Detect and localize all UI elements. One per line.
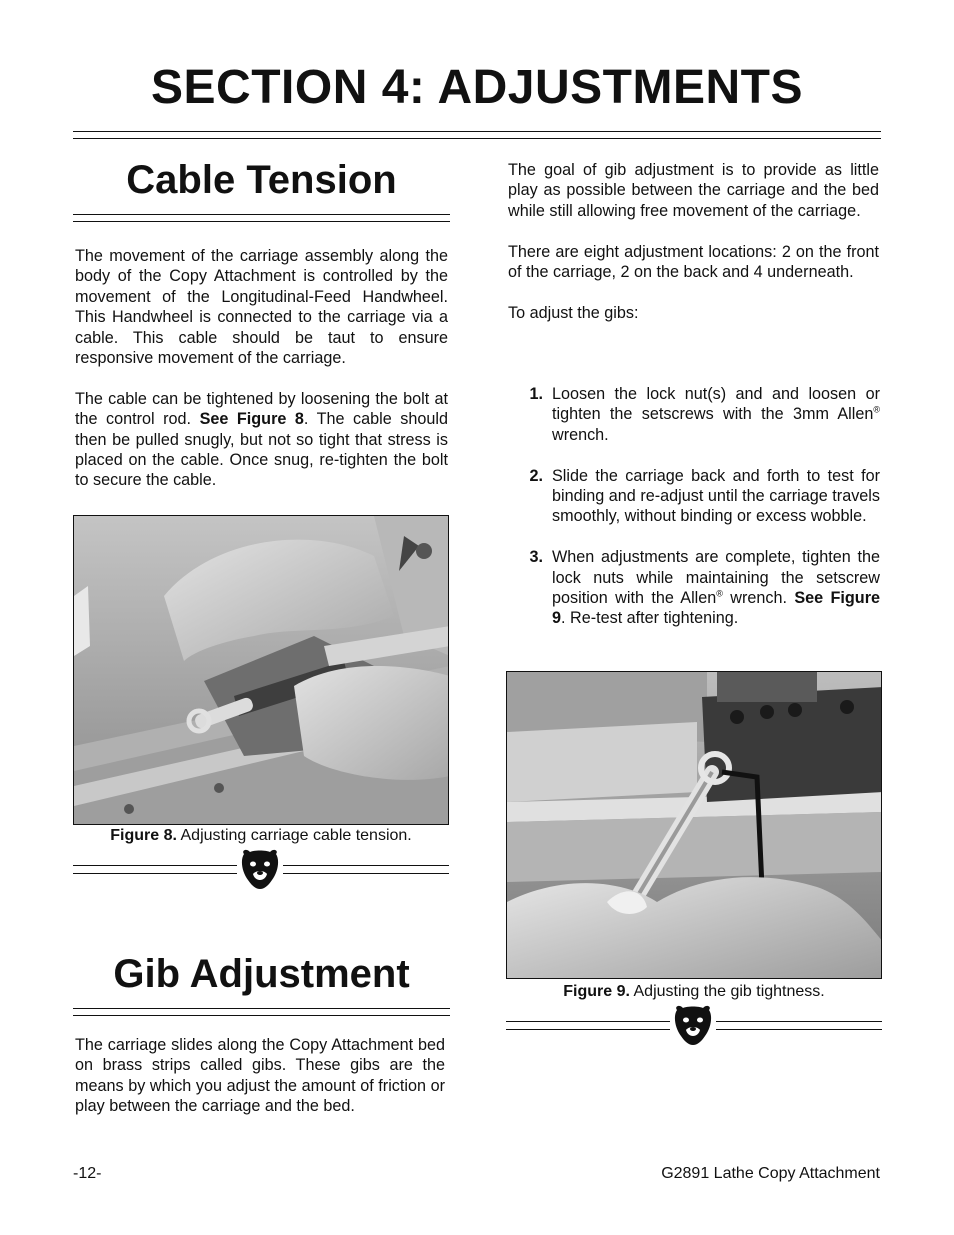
divider-2-rule-right	[716, 1021, 882, 1030]
step-3	[508, 547, 880, 629]
cable-paragraph-1: The movement of the carriage assembly along the body of the Copy Attachment is controlled by the movement of the Longitudinal-Feed Handwheel. This Handwheel is connected to the carriage via a cable. This cable should be taut to ensure responsive movement of the carriage.	[75, 247, 448, 368]
section-title: SECTION 4: ADJUSTMENTS	[151, 61, 803, 114]
figure-9-caption-text: Adjusting the gib tightness.	[629, 983, 825, 1000]
figure-8-caption	[73, 826, 449, 846]
cable-tension-text	[75, 246, 448, 491]
cable-p2-text-a: The cable can be tightened by loosening the bolt at the control rod.	[75, 389, 448, 429]
divider-rule-right	[283, 865, 449, 874]
gib-adjustment-heading: Gib Adjustment	[113, 952, 410, 996]
bear-logo-icon	[238, 848, 282, 890]
page-number: -12-	[73, 1165, 102, 1182]
gib-heading-rule-top	[73, 1008, 450, 1009]
figure-8-caption-text: Adjusting carriage cable tension.	[176, 827, 412, 844]
gib-intro-text	[75, 1035, 445, 1117]
gib-heading-rule-bottom	[73, 1015, 450, 1016]
divider-2-rule-left	[506, 1021, 670, 1030]
gib-continued-text	[508, 160, 879, 323]
step-1-text	[552, 384, 880, 445]
step-3-registered-mark: ®	[716, 588, 723, 599]
step-1-number: 1.	[529, 385, 543, 403]
divider-rule-left	[73, 865, 237, 874]
cable-heading-rule-bottom	[73, 221, 450, 222]
gib-paragraph-4: To adjust the gibs:	[508, 303, 639, 322]
figure-9-label: Figure 9.	[563, 983, 630, 1000]
step-1	[508, 384, 880, 445]
cable-heading-rule-top	[73, 214, 450, 215]
gib-paragraph-2: The goal of gib adjustment is to provide as little play as possible between the carriage and the bed while still allowing free movement of the carriage.	[508, 161, 879, 220]
gib-paragraph-3: There are eight adjustment locations: 2 on the front of the carriage, 2 on the back and 4 underneath.	[508, 242, 879, 282]
step-3-text-a: When adjustments are complete, tighten the lock nuts while maintaining the setscrew position with the Allen	[552, 548, 880, 608]
figure-9-photo	[506, 671, 882, 979]
step-3-text-b: wrench.	[722, 589, 795, 608]
step-3-text	[552, 547, 880, 629]
figure-9-reference: See Figure 9	[552, 589, 880, 628]
cable-p2-text-b: . The cable should then be pulled snugly, but not so tight that stress is placed on the cable. Once snug, re-tighten the bolt to secure the cable.	[75, 410, 448, 490]
cable-tension-heading: Cable Tension	[126, 158, 397, 202]
figure-8-label: Figure 8.	[110, 827, 177, 844]
title-rule-top	[73, 131, 881, 132]
figure-8-photo	[73, 515, 449, 825]
step-2-number: 2.	[529, 466, 543, 485]
figure-8-reference: See Figure 8	[199, 410, 304, 429]
step-1-text-a: Loosen the lock nut(s) and and loosen or tighten the setscrews with the 3mm Allen	[552, 385, 880, 424]
footer-product-name: G2891 Lathe Copy Attachment	[661, 1165, 880, 1182]
step-3-text-c: . Re-test after tightening.	[561, 609, 739, 628]
step-1-text-b: wrench.	[552, 425, 609, 444]
gib-steps-list	[508, 384, 880, 649]
bear-logo-icon	[671, 1004, 715, 1046]
step-3-number: 3.	[529, 548, 543, 567]
step-2-text: Slide the carriage back and forth to test for binding and re-adjust until the carriage travels smoothly, without binding or excess wobble.	[552, 466, 880, 526]
cable-paragraph-2	[75, 389, 448, 491]
step-1-registered-mark: ®	[873, 405, 880, 416]
figure-9-caption	[506, 982, 882, 1002]
title-rule-bottom	[73, 138, 881, 139]
step-2	[508, 466, 880, 527]
gib-paragraph-1: The carriage slides along the Copy Attachment bed on brass strips called gibs. These gibs are the means by which you adjust the amount of friction or play between the carriage and the bed.	[75, 1036, 445, 1116]
